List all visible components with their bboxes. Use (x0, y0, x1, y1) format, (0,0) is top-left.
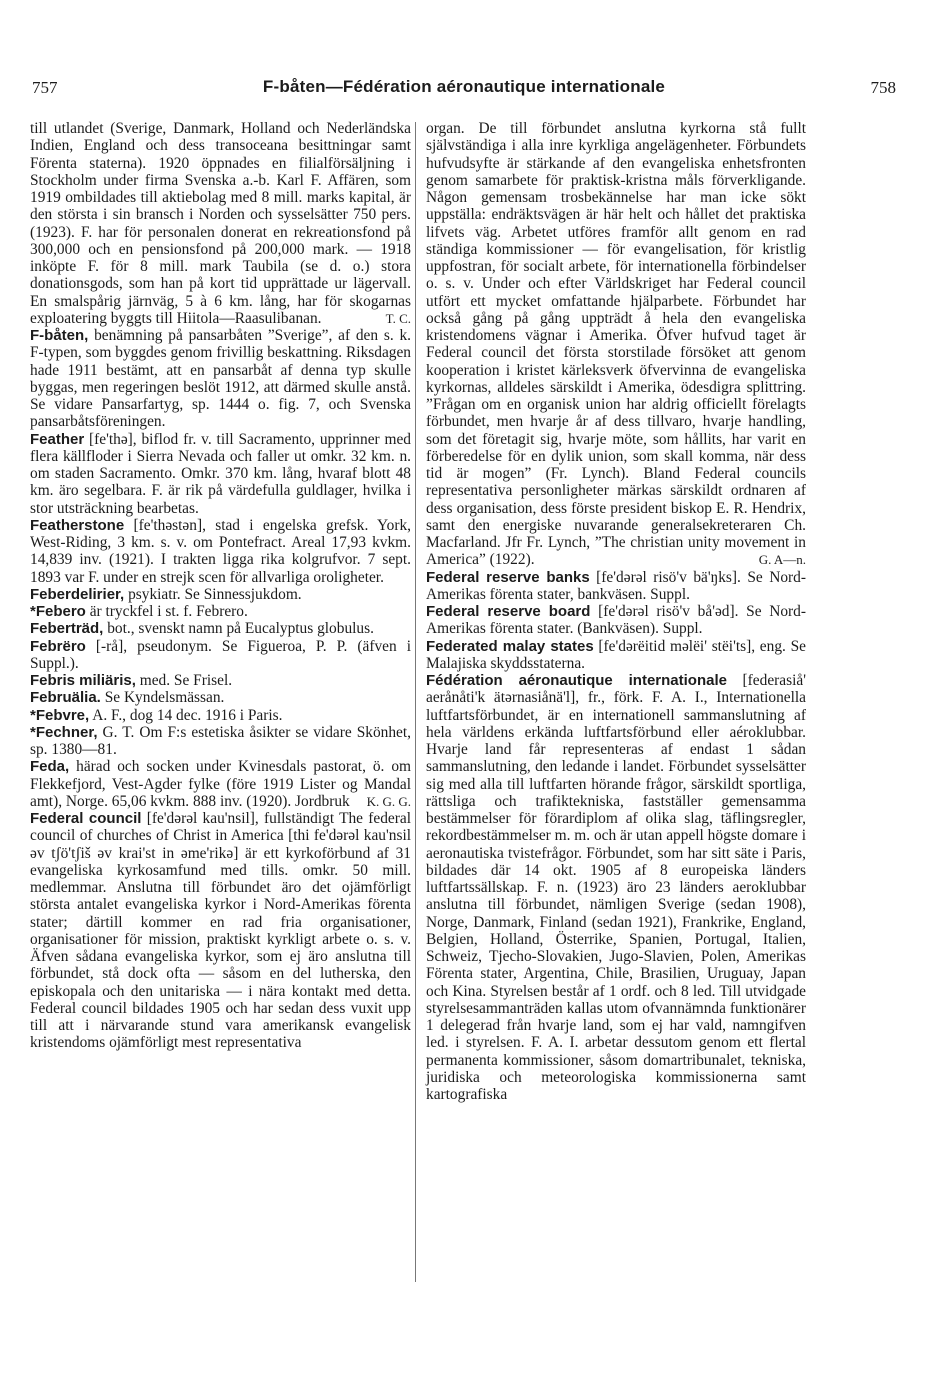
author-signature: G. A—n. (758, 552, 806, 568)
entry-text: [federasiå' aerånåti'k ätərnasiånä'l], fr., förk. F. A. I., Internationella luftfartsförbundet, är en internationell sammanslutning af hela världens erkända luftfartsförbund eller aéroklubbar. Hvarje land får representeras af endast 1 sådan sammanslutning, den ledande i landet. Förbundet sysselsätter sig med alla till luftfarten hörande frågor, särskildt sportliga, rättsliga och trafiktekniska, fastställer gemensamma bestämmelser för förardiplom af olika slag, täflingsregler, rekordbestämmelser m. m. och är utan appell högste domare i aeronautiska tvistefrågor. Förbundet, som har sitt säte i Paris, bildades där 14 okt. 1905 af 8 europeiska länders luftfartssällskap. F. n. (1923) äro 23 länders aeroklubbar anslutna till förbundet, nämligen Sverige (sedan 1908), Norge, Danmark, Finland (sedan 1921), Frankrike, England, Belgien, Holland, Österrike, Spanien, Portugal, Italien, Schweiz, Tjecho-Slovakien, Jugo-Slavien, Polen, Amerikas Förenta stater, Argentina, Chile, Brasilien, Uruguay, Japan och Kina. Styrelsen består af 1 ordf. och 8 led. Till utvidgade styrelsesammanträden kallas utom ofvannämnda funktionärer 1 delegerad från hvarje land, som ej har vald, namngifven led. i styrelsen. F. A. I. arbetar dessutom genom ett flertal permanenta kommissioner, såsom domartribunalet, tekniska, juridiska och meteorologiska kommissionerna samt kartografiska (426, 672, 806, 1103)
running-title: F-båten—Fédération aéronautique internationale (262, 77, 666, 96)
entry-text: [fe'dərəl kau'nsil], fullständigt The federal council of churches of Christ in America [thi fe'dərəl kau'nsil əv tʃö'tʃiš əv krai'st in əme'rikə] är ett kyrkoförbund af 31 evangeliska kyrkosamfund med tills. omkr. 50 mill. medlemmar. Anslutna till förbundet äro det ojämförligt största antalet evangeliska kyrkor i Nord-Amerikas förenta stater; därtill kommer en rad fria organisationer, organisationer för mission, praktiskt kyrkligt arbete o. s. v. Äfven sådana evangeliska kyrkor, som ej äro anslutna till förbundet, stå dock ofta — såsom en del lutherska, den episkopala och den unitariska — i nära kontakt med detta. Federal council bildades 1905 och har sedan dess vuxit upp till att i närvarande stund vara amerikansk evangelisk kristendoms ojämförligt mest representativa (30, 810, 411, 1052)
entry-text: [fe'dərëitid məlëi' stëi'ts], eng. Se Malajiska skyddsstaterna. (426, 637, 806, 672)
entry-text: [fe'dərəl risö'v bå'əd]. Se Nord-Amerikas förenta stater. (Bankväsen). Suppl. (426, 603, 806, 638)
entry-headword: *Febvre, (30, 706, 90, 724)
dictionary-entry (30, 638, 411, 673)
dictionary-entry (426, 120, 806, 569)
entry-text: organ. De till förbundet anslutna kyrkorna stå fullt självständiga i alla inre kyrkliga angelägenheter. Förbundets hufvudsyfte är stärkande af den evangeliska enhetsfronten genom samarbete för praktisk-kristna måls förverkligande. Någon gemensam trosbekännelse har man icke sökt uppställa: endräktsvägen är här helt och hållet det praktiska lifvets väg. Arbetet utföres framför allt genom en rad ständiga kommissioner — för evangelisation, för kristlig uppfostran, för socialt arbete, för internationella förbindelser o. s. v. Under och efter Världskriget har Federal council utfört ett mycket omfattande hjälparbete. Förbundet har också gång på gång uppträdt å hela den evangeliska kristendomens vägnar i Amerika. Öfver hufvud taget är Federal council det första storstilade försöket att genom kooperation i kristet kärleksverk öfvervinna de evangeliska kyrkornas, alldeles särskildt i Amerika, ödesdigra splittring. ”Frågan om en organisk union har aldrig officiellt förelagts förbundet, men hvarje år af dess tillvaro, hvarje handling, som det företagit sig, hvarje möte, som hållits, har varit en förberedelse för en dylik union, som skall komma, när dess tid är mogen” (Fr. Lynch). Bland Federal councils representativa personligheter märkas särskildt ordnaren af dess organisation, dess förste president biskop E. R. Hendrix, samt den energiske nuvarande generalsekreteraren Ch. Macfarland. Jfr Fr. Lynch, ”The christian unity movement in America” (1922). (426, 120, 806, 569)
entry-text: med. Se Frisel. (135, 672, 233, 689)
dictionary-entry (30, 724, 411, 759)
dictionary-entry (30, 431, 411, 517)
page-number-right: 758 (870, 78, 896, 97)
entry-headword: Febrëro (30, 637, 86, 655)
entry-headword: Fédération aéronautique internationale (426, 672, 727, 689)
entry-headword: Federal reserve banks (426, 568, 590, 586)
page-header (30, 78, 898, 106)
entry-headword: *Fechner, (30, 723, 98, 741)
entry-headword: Feberdelirier, (30, 585, 125, 603)
left-column (30, 120, 411, 1052)
entry-text: G. T. Om F:s estetiska åsikter se vidare Skönhet, sp. 1380—81. (30, 723, 411, 758)
entry-headword: *Febero (30, 603, 86, 620)
entry-headword: Federal reserve board (426, 603, 591, 620)
entry-headword: Featherstone (30, 516, 125, 534)
entry-text: härad och socken under Kvinesdals pastorat, ö. om Flekkefjord, Vest-Agder fylke (före 1919 Lister og Mandal amt), Norge. 65,06 kvkm. 888 inv. (1920). Jordbruk (30, 758, 411, 810)
dictionary-entry (30, 810, 411, 1052)
dictionary-entry (30, 327, 411, 431)
dictionary-entry (30, 758, 411, 810)
entry-text: Se Kyndelsmässan. (100, 689, 225, 707)
dictionary-entry (426, 569, 806, 604)
entry-text: [-rå], pseudonym. Se Figueroa, P. P. (äfven i Suppl.). (30, 637, 411, 672)
entry-text: [fe'dərəl risö'v bä'ŋks]. Se Nord-Amerikas förenta stater, bankväsen. Suppl. (426, 568, 806, 603)
right-column (426, 120, 806, 1103)
entry-headword: F-båten, (30, 327, 89, 344)
entry-headword: Feda, (30, 758, 70, 776)
author-signature: K. G. G. (366, 793, 411, 809)
entry-headword: Februälia. (30, 689, 101, 707)
entry-text: A. F., dog 14 dec. 1916 i Paris. (89, 706, 283, 724)
dictionary-entry (30, 707, 411, 724)
entry-text: psykiatr. Se Sinnessjukdom. (124, 585, 302, 603)
entry-text: [fe'thə], biflod fr. v. till Sacramento, upprinner med flera källfloder i Sierra Nevada och faller ut omkr. 32 km. n. om staden Sacramento. Omkr. 370 km. lång, hvaraf blott 48 km. äro segelbara. F. är rik på värdefulla guldlager, hvilka i stor utsträckning bearbetas. (30, 430, 411, 517)
dictionary-entry (426, 672, 806, 1103)
entry-headword: Feather (30, 430, 85, 448)
dictionary-entry (30, 672, 411, 689)
dictionary-entry (426, 603, 806, 638)
dictionary-entry (426, 638, 806, 673)
dictionary-entry (30, 620, 411, 637)
entry-text: [fe'thəstən], stad i engelska grefsk. York, West-Riding, 3 km. s. v. om Pontefract. Areal 17,93 kvkm. 14,839 inv. (1921). I trakten ligga rika kolgrufvor. 7 sept. 1893 var F. under en strejk scen för allvarliga oroligheter. (30, 516, 411, 586)
page-number-left: 757 (32, 78, 58, 97)
dictionary-entry (30, 517, 411, 586)
entry-headword: Febris miliäris, (30, 672, 136, 689)
dictionary-entry (30, 586, 411, 603)
entry-text: till utlandet (Sverige, Danmark, Holland och Nederländska Indien, England och dess transoceana besittningar samt Förenta staterna). 1920 öppnades en filialförsäljning i Stockholm under firma Svenska a.-b. Karl F. Affären, som 1919 ombildades till aktiebolag med 8 mill. marks kapital, är den största i sin bransch i Norden och sysselsätter 750 pers. (1923). F. har för personalen donerat en rekreationsfond på 300,000 och en pensionsfond på 200,000 mark. — 1918 inköpte F. för 8 mill. mark Taubila (se d. o.) stora donationsgods, som han på kort tid upprättade ur lägervall. En smalspårig järnväg, 5 à 6 km. lång, har för skogarnas exploatering byggts till Hiitola—Raasulibanan. (30, 120, 411, 327)
column-divider (415, 122, 416, 1282)
entry-headword: Federated malay states (426, 637, 594, 655)
entry-headword: Federal council (30, 810, 142, 827)
dictionary-entry (30, 689, 411, 706)
entry-text: benämning på pansarbåten ”Sverige”, af den s. k. F-typen, som byggdes genom frivillig beskattning. Riksdagen hade 1911 bestämt, att en pansarbåt af denna typ skulle byggas, men regeringen beslöt 1912, att därmed skulle anstå. Se vidare Pansarfartyg, sp. 1444 o. fig. 7, och Svenska pansarbåtsföreningen. (30, 327, 411, 431)
entry-text: är tryckfel i st. f. Febrero. (85, 603, 248, 620)
author-signature: T. C. (385, 310, 411, 326)
dictionary-entry (30, 120, 411, 327)
entry-text: bot., svenskt namn på Eucalyptus globulus. (103, 620, 374, 638)
dictionary-entry (30, 603, 411, 620)
entry-headword: Feberträd, (30, 620, 104, 638)
